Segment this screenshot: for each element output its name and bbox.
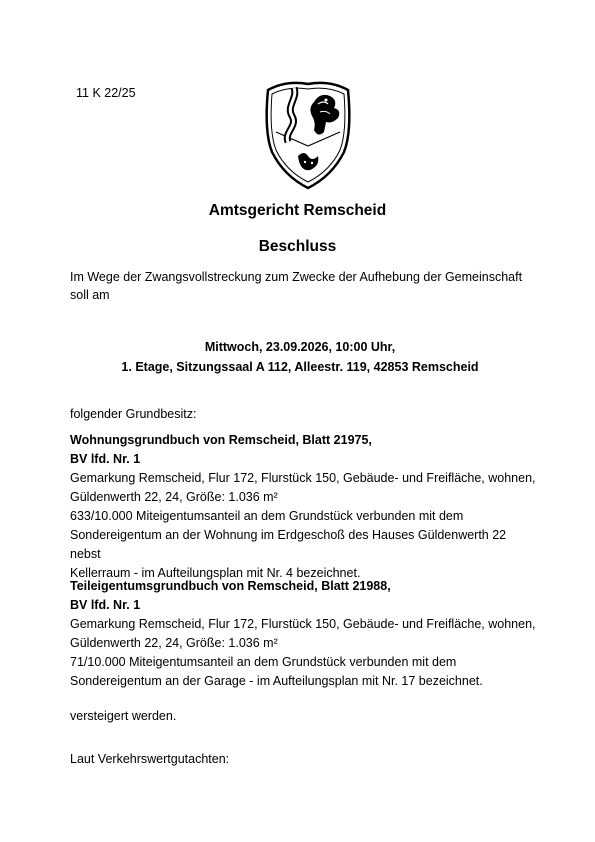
property-block-2 <box>70 577 540 691</box>
property-register: Wohnungsgrundbuch von Remscheid, Blatt 21975, <box>70 433 372 447</box>
property-line: 633/10.000 Miteigentumsanteil an dem Grundstück verbunden mit dem <box>70 509 464 523</box>
coat-of-arms-icon <box>258 72 358 192</box>
hearing-date-time: Mittwoch, 23.09.2026, 10:00 Uhr, <box>204 340 396 354</box>
property-line: Sondereigentum an der Wohnung im Erdgeschoß des Hauses Güldenwerth 22 nebst <box>70 528 507 561</box>
court-name: Amtsgericht Remscheid <box>208 202 387 219</box>
property-line: Güldenwerth 22, 24, Größe: 1.036 m² <box>70 490 278 504</box>
property-line: Gemarkung Remscheid, Flur 172, Flurstück 150, Gebäude- und Freifläche, wohnen, <box>70 617 536 631</box>
intro-line: Im Wege der Zwangsvollstreckung zum Zwecke der Aufhebung der Gemeinschaft <box>70 270 523 284</box>
property-entry: BV lfd. Nr. 1 <box>70 598 141 612</box>
property-line: Kellerraum - im Aufteilungsplan mit Nr. 4 bezeichnet. <box>70 566 361 580</box>
hearing-block <box>70 337 530 377</box>
property-line: Sondereigentum an der Garage - im Aufteilungsplan mit Nr. 17 bezeichnet. <box>70 674 483 688</box>
property-entry: BV lfd. Nr. 1 <box>70 452 141 466</box>
intro-line: soll am <box>70 288 110 302</box>
property-intro: folgender Grundbesitz: <box>70 407 197 421</box>
property-line: 71/10.000 Miteigentumsanteil an dem Grundstück verbunden mit dem <box>70 655 457 669</box>
property-line: Gemarkung Remscheid, Flur 172, Flurstück 150, Gebäude- und Freifläche, wohnen, <box>70 471 536 485</box>
property-block-1 <box>70 431 540 583</box>
case-number: 11 K 22/25 <box>76 86 136 100</box>
intro-paragraph <box>70 268 540 304</box>
hearing-location: 1. Etage, Sitzungssaal A 112, Alleestr. 119, 42853 Remscheid <box>121 360 479 374</box>
property-line: Güldenwerth 22, 24, Größe: 1.036 m² <box>70 636 278 650</box>
document-title: Beschluss <box>258 238 337 255</box>
property-register: Teileigentumsgrundbuch von Remscheid, Blatt 21988, <box>70 579 391 593</box>
closing-text: versteigert werden. <box>70 709 177 723</box>
valuation-label: Laut Verkehrswertgutachten: <box>70 752 230 766</box>
